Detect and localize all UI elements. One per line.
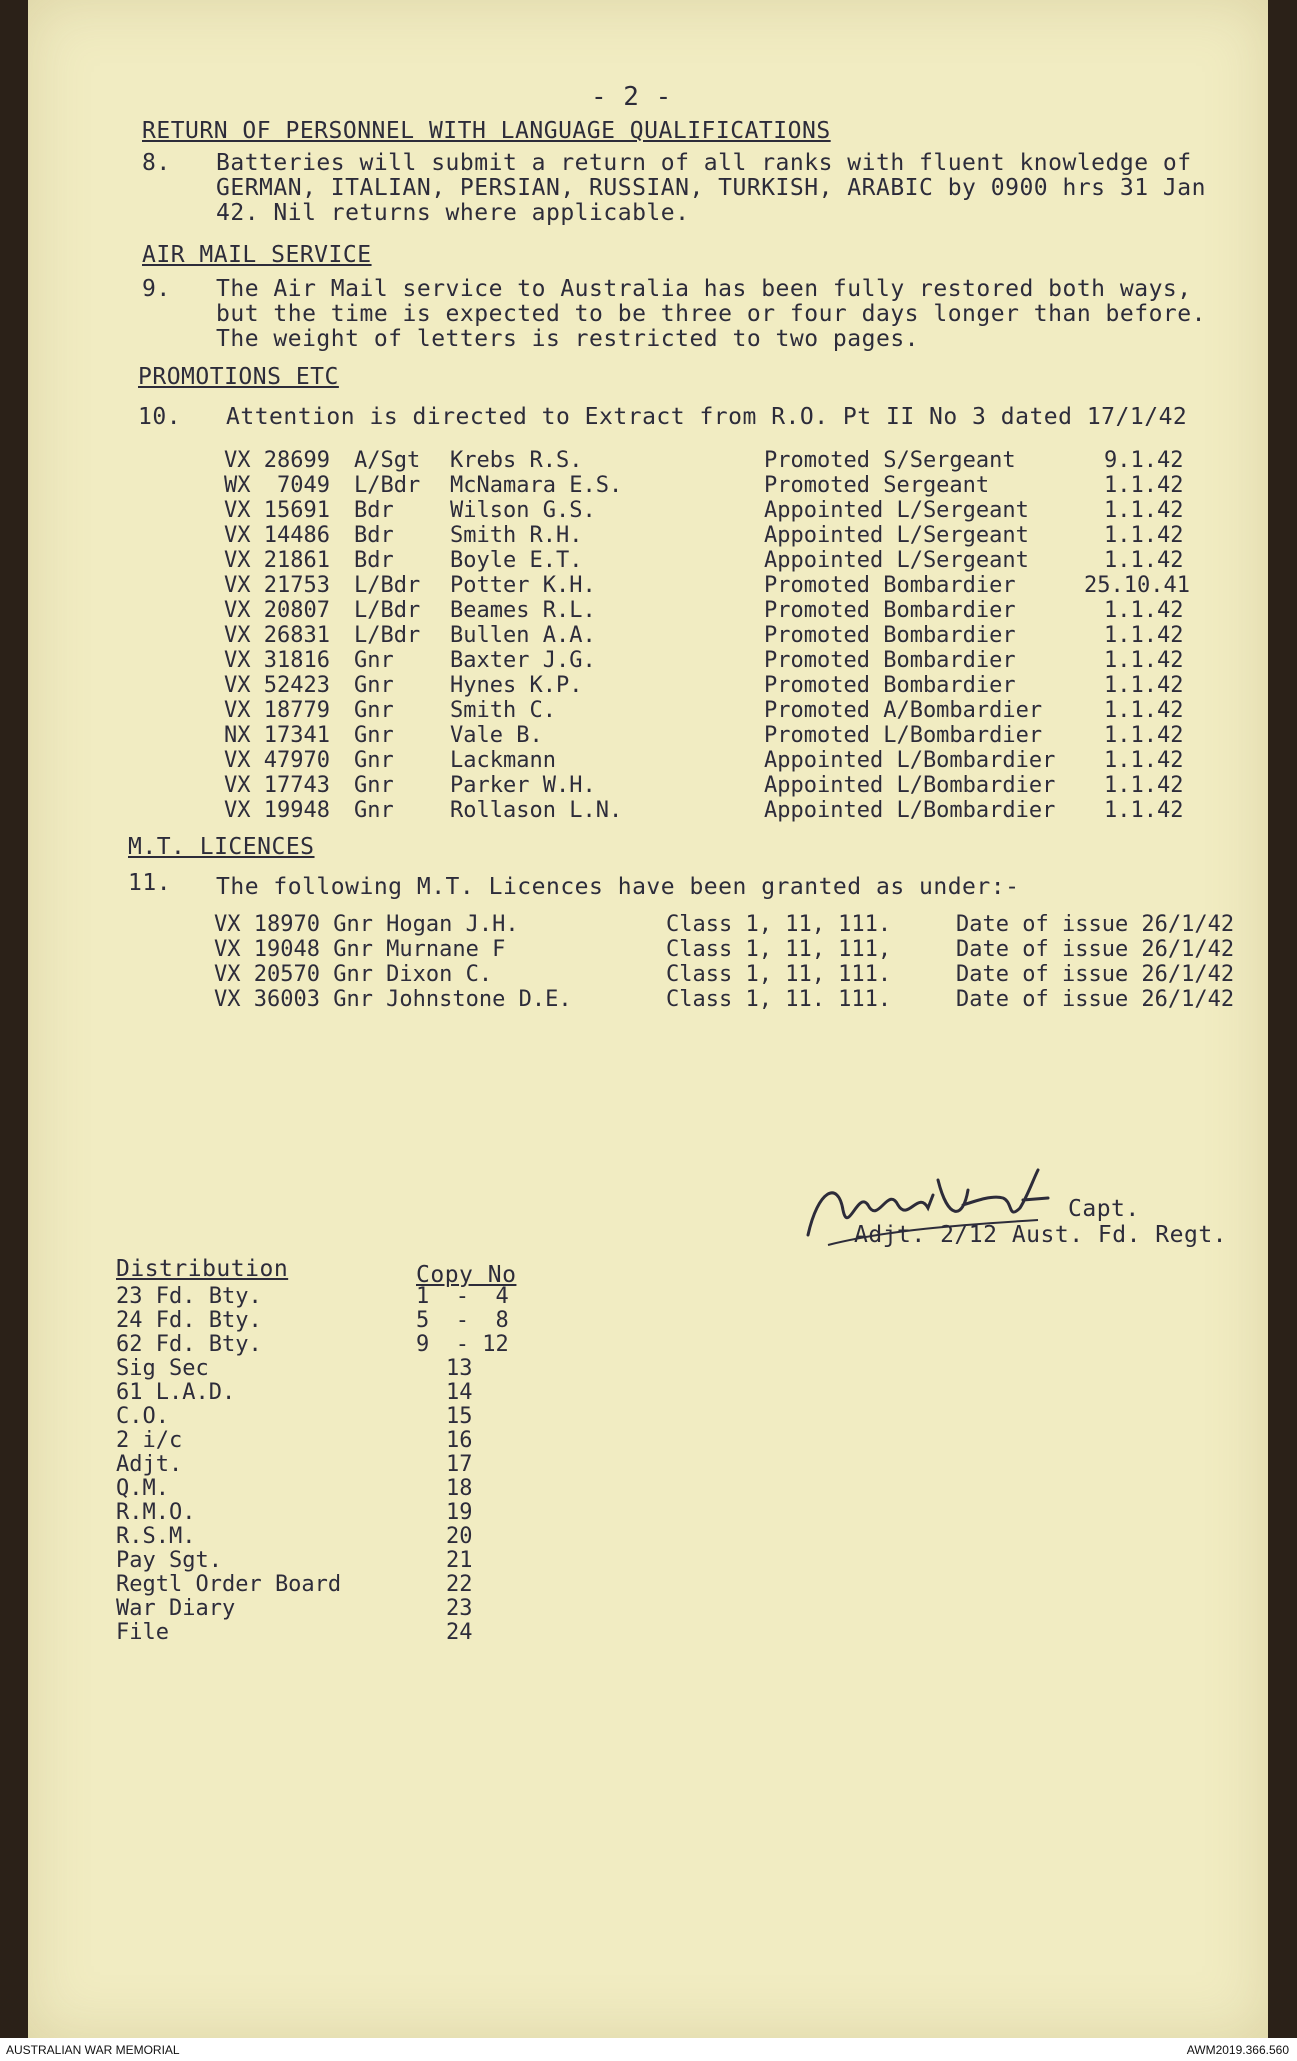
action: Promoted Bombardier <box>764 673 1016 698</box>
person-name: Potter K.H. <box>450 573 596 598</box>
heading-air-mail-service: AIR MAIL SERVICE <box>142 242 372 268</box>
promotion-row <box>224 773 1297 798</box>
effective-date: 1.1.42 <box>1104 498 1184 523</box>
copy-number: 23 <box>446 1596 473 1621</box>
service-number: VX 20807 <box>224 598 330 623</box>
effective-date: 9.1.42 <box>1104 448 1184 473</box>
rank: Gnr <box>354 698 394 723</box>
licence-holder: VX 19048 Gnr Murnane F <box>214 937 506 962</box>
person-name: Boyle E.T. <box>450 548 583 573</box>
service-number: VX 21861 <box>224 548 330 573</box>
promotion-row <box>224 748 1297 773</box>
recipient: War Diary <box>116 1596 236 1621</box>
recipient: Pay Sgt. <box>116 1548 222 1573</box>
distribution-row <box>116 1596 1216 1621</box>
copy-number: 14 <box>446 1380 473 1405</box>
action: Promoted Bombardier <box>764 648 1016 673</box>
rank: Bdr <box>354 523 394 548</box>
heading-promotions: PROMOTIONS ETC <box>138 364 339 390</box>
page-number: - 2 - <box>591 82 672 112</box>
action: Promoted Sergeant <box>764 473 990 498</box>
heading-mt-licences: M.T. LICENCES <box>128 834 315 860</box>
action: Appointed L/Bombardier <box>764 798 1056 823</box>
recipient: 23 Fd. Bty. <box>116 1284 262 1309</box>
recipient: 61 L.A.D. <box>116 1380 236 1405</box>
rank: Gnr <box>354 673 394 698</box>
recipient: 62 Fd. Bty. <box>116 1332 262 1357</box>
action: Promoted L/Bombardier <box>764 723 1043 748</box>
action: Promoted S/Sergeant <box>764 448 1016 473</box>
rank: Bdr <box>354 498 394 523</box>
item-number-8: 8. <box>142 150 171 176</box>
recipient: R.S.M. <box>116 1524 196 1549</box>
distribution-row <box>116 1380 1216 1405</box>
effective-date: 1.1.42 <box>1104 523 1184 548</box>
recipient: 2 i/c <box>116 1428 183 1453</box>
recipient: Sig Sec <box>116 1356 209 1381</box>
service-number: VX 21753 <box>224 573 330 598</box>
licence-row <box>214 937 1297 962</box>
copy-number: 9 - 12 <box>416 1332 509 1357</box>
promotion-row <box>224 623 1297 648</box>
recipient: C.O. <box>116 1404 169 1429</box>
person-name: Baxter J.G. <box>450 648 596 673</box>
distribution-row <box>116 1572 1216 1597</box>
copy-number: 24 <box>446 1620 473 1645</box>
rank: Gnr <box>354 648 394 673</box>
copy-number: 15 <box>446 1404 473 1429</box>
date-of-issue: Date of issue 26/1/42 <box>956 912 1235 937</box>
distribution-row <box>116 1548 1216 1573</box>
licence-class: Class 1, 11, 111. <box>666 962 892 987</box>
service-number: WX 7049 <box>224 473 330 498</box>
s8-line-2: GERMAN, ITALIAN, PERSIAN, RUSSIAN, TURKISH, ARABIC by 0900 hrs 31 Jan <box>216 175 1206 201</box>
promotion-row <box>224 473 1297 498</box>
person-name: Parker W.H. <box>450 773 596 798</box>
copy-number: 20 <box>446 1524 473 1549</box>
licence-holder: VX 36003 Gnr Johnstone D.E. <box>214 987 572 1012</box>
recipient: R.M.O. <box>116 1500 196 1525</box>
s9-line-3: The weight of letters is restricted to two pages. <box>216 326 920 352</box>
service-number: VX 52423 <box>224 673 330 698</box>
s11-intro: The following M.T. Licences have been granted as under:- <box>216 874 1020 900</box>
distribution-row <box>116 1308 1216 1333</box>
copy-number: 21 <box>446 1548 473 1573</box>
signatory-title: Adjt. 2/12 Aust. Fd. Regt. <box>854 1222 1228 1248</box>
licence-holder: VX 18970 Gnr Hogan J.H. <box>214 912 519 937</box>
distribution-row <box>116 1404 1216 1429</box>
copy-number: 16 <box>446 1428 473 1453</box>
rank: Gnr <box>354 773 394 798</box>
licence-class: Class 1, 11. 111. <box>666 987 892 1012</box>
heading-language-qualifications: RETURN OF PERSONNEL WITH LANGUAGE QUALIFICATIONS <box>142 118 831 144</box>
copy-number: 22 <box>446 1572 473 1597</box>
action: Appointed L/Sergeant <box>764 523 1029 548</box>
document-page <box>28 0 1268 2038</box>
rank: Gnr <box>354 798 394 823</box>
service-number: VX 28699 <box>224 448 330 473</box>
rank: L/Bdr <box>354 573 421 598</box>
date-of-issue: Date of issue 26/1/42 <box>956 987 1235 1012</box>
effective-date: 25.10.41 <box>1084 573 1190 598</box>
distribution-row <box>116 1452 1216 1477</box>
person-name: Vale B. <box>450 723 543 748</box>
effective-date: 1.1.42 <box>1104 798 1184 823</box>
rank: Gnr <box>354 748 394 773</box>
distribution-heading: Distribution <box>116 1256 289 1282</box>
signatory-rank: Capt. <box>1068 1196 1140 1222</box>
person-name: Wilson G.S. <box>450 498 596 523</box>
promotion-row <box>224 673 1297 698</box>
action: Promoted Bombardier <box>764 623 1016 648</box>
person-name: Smith C. <box>450 698 556 723</box>
effective-date: 1.1.42 <box>1104 648 1184 673</box>
person-name: Krebs R.S. <box>450 448 583 473</box>
copy-number: 1 - 4 <box>416 1284 509 1309</box>
s8-line-3: 42. Nil returns where applicable. <box>216 200 690 226</box>
archive-footer <box>0 2038 1297 2061</box>
rank: A/Sgt <box>354 448 421 473</box>
service-number: VX 47970 <box>224 748 330 773</box>
effective-date: 1.1.42 <box>1104 723 1184 748</box>
promotion-row <box>224 648 1297 673</box>
recipient: Regtl Order Board <box>116 1572 342 1597</box>
action: Appointed L/Bombardier <box>764 748 1056 773</box>
recipient: Adjt. <box>116 1452 183 1477</box>
recipient: 24 Fd. Bty. <box>116 1308 262 1333</box>
archive-reference: AWM2019.366.560 <box>1186 2043 1289 2057</box>
s9-line-1: The Air Mail service to Australia has been fully restored both ways, <box>216 276 1192 302</box>
licence-class: Class 1, 11, 111. <box>666 912 892 937</box>
promotion-row <box>224 723 1297 748</box>
licence-row <box>214 962 1297 987</box>
service-number: VX 17743 <box>224 773 330 798</box>
distribution-row <box>116 1620 1216 1645</box>
rank: L/Bdr <box>354 623 421 648</box>
action: Appointed L/Bombardier <box>764 773 1056 798</box>
promotion-row <box>224 798 1297 823</box>
effective-date: 1.1.42 <box>1104 473 1184 498</box>
person-name: Bullen A.A. <box>450 623 596 648</box>
action: Promoted Bombardier <box>764 598 1016 623</box>
effective-date: 1.1.42 <box>1104 748 1184 773</box>
copy-no-heading: Copy No <box>416 1262 517 1288</box>
person-name: Rollason L.N. <box>450 798 623 823</box>
distribution-row <box>116 1428 1216 1453</box>
effective-date: 1.1.42 <box>1104 673 1184 698</box>
distribution-row <box>116 1332 1216 1357</box>
action: Appointed L/Sergeant <box>764 548 1029 573</box>
service-number: VX 18779 <box>224 698 330 723</box>
s8-line-1: Batteries will submit a return of all ranks with fluent knowledge of <box>216 150 1192 176</box>
promotion-row <box>224 448 1297 473</box>
action: Promoted Bombardier <box>764 573 1016 598</box>
copy-number: 5 - 8 <box>416 1308 509 1333</box>
licence-row <box>214 912 1297 937</box>
service-number: VX 31816 <box>224 648 330 673</box>
distribution-row <box>116 1500 1216 1525</box>
person-name: Beames R.L. <box>450 598 596 623</box>
copy-number: 19 <box>446 1500 473 1525</box>
promotion-row <box>224 548 1297 573</box>
item-number-10: 10. <box>138 404 182 430</box>
rank: Bdr <box>354 548 394 573</box>
action: Appointed L/Sergeant <box>764 498 1029 523</box>
archive-name: AUSTRALIAN WAR MEMORIAL <box>6 2043 180 2057</box>
s9-line-2: but the time is expected to be three or four days longer than before. <box>216 301 1206 327</box>
recipient: Q.M. <box>116 1476 169 1501</box>
effective-date: 1.1.42 <box>1104 698 1184 723</box>
person-name: Smith R.H. <box>450 523 583 548</box>
recipient: File <box>116 1620 169 1645</box>
promotion-row <box>224 498 1297 523</box>
effective-date: 1.1.42 <box>1104 623 1184 648</box>
effective-date: 1.1.42 <box>1104 773 1184 798</box>
promotion-row <box>224 698 1297 723</box>
service-number: VX 19948 <box>224 798 330 823</box>
effective-date: 1.1.42 <box>1104 548 1184 573</box>
licence-class: Class 1, 11, 111, <box>666 937 892 962</box>
date-of-issue: Date of issue 26/1/42 <box>956 962 1235 987</box>
licence-holder: VX 20570 Gnr Dixon C. <box>214 962 493 987</box>
distribution-row <box>116 1476 1216 1501</box>
person-name: Lackmann <box>450 748 556 773</box>
item-number-11: 11. <box>128 870 172 896</box>
s10-intro: Attention is directed to Extract from R.O. Pt II No 3 dated 17/1/42 <box>226 404 1188 430</box>
licence-row <box>214 987 1297 1012</box>
rank: L/Bdr <box>354 598 421 623</box>
service-number: NX 17341 <box>224 723 330 748</box>
service-number: VX 15691 <box>224 498 330 523</box>
service-number: VX 14486 <box>224 523 330 548</box>
action: Promoted A/Bombardier <box>764 698 1043 723</box>
effective-date: 1.1.42 <box>1104 598 1184 623</box>
copy-number: 18 <box>446 1476 473 1501</box>
promotion-row <box>224 598 1297 623</box>
distribution-row <box>116 1524 1216 1549</box>
person-name: Hynes K.P. <box>450 673 583 698</box>
item-number-9: 9. <box>142 276 171 302</box>
promotion-row <box>224 573 1297 598</box>
rank: Gnr <box>354 723 394 748</box>
service-number: VX 26831 <box>224 623 330 648</box>
person-name: McNamara E.S. <box>450 473 623 498</box>
promotion-row <box>224 523 1297 548</box>
copy-number: 17 <box>446 1452 473 1477</box>
distribution-row <box>116 1284 1216 1309</box>
distribution-row <box>116 1356 1216 1381</box>
date-of-issue: Date of issue 26/1/42 <box>956 937 1235 962</box>
copy-number: 13 <box>446 1356 473 1381</box>
rank: L/Bdr <box>354 473 421 498</box>
